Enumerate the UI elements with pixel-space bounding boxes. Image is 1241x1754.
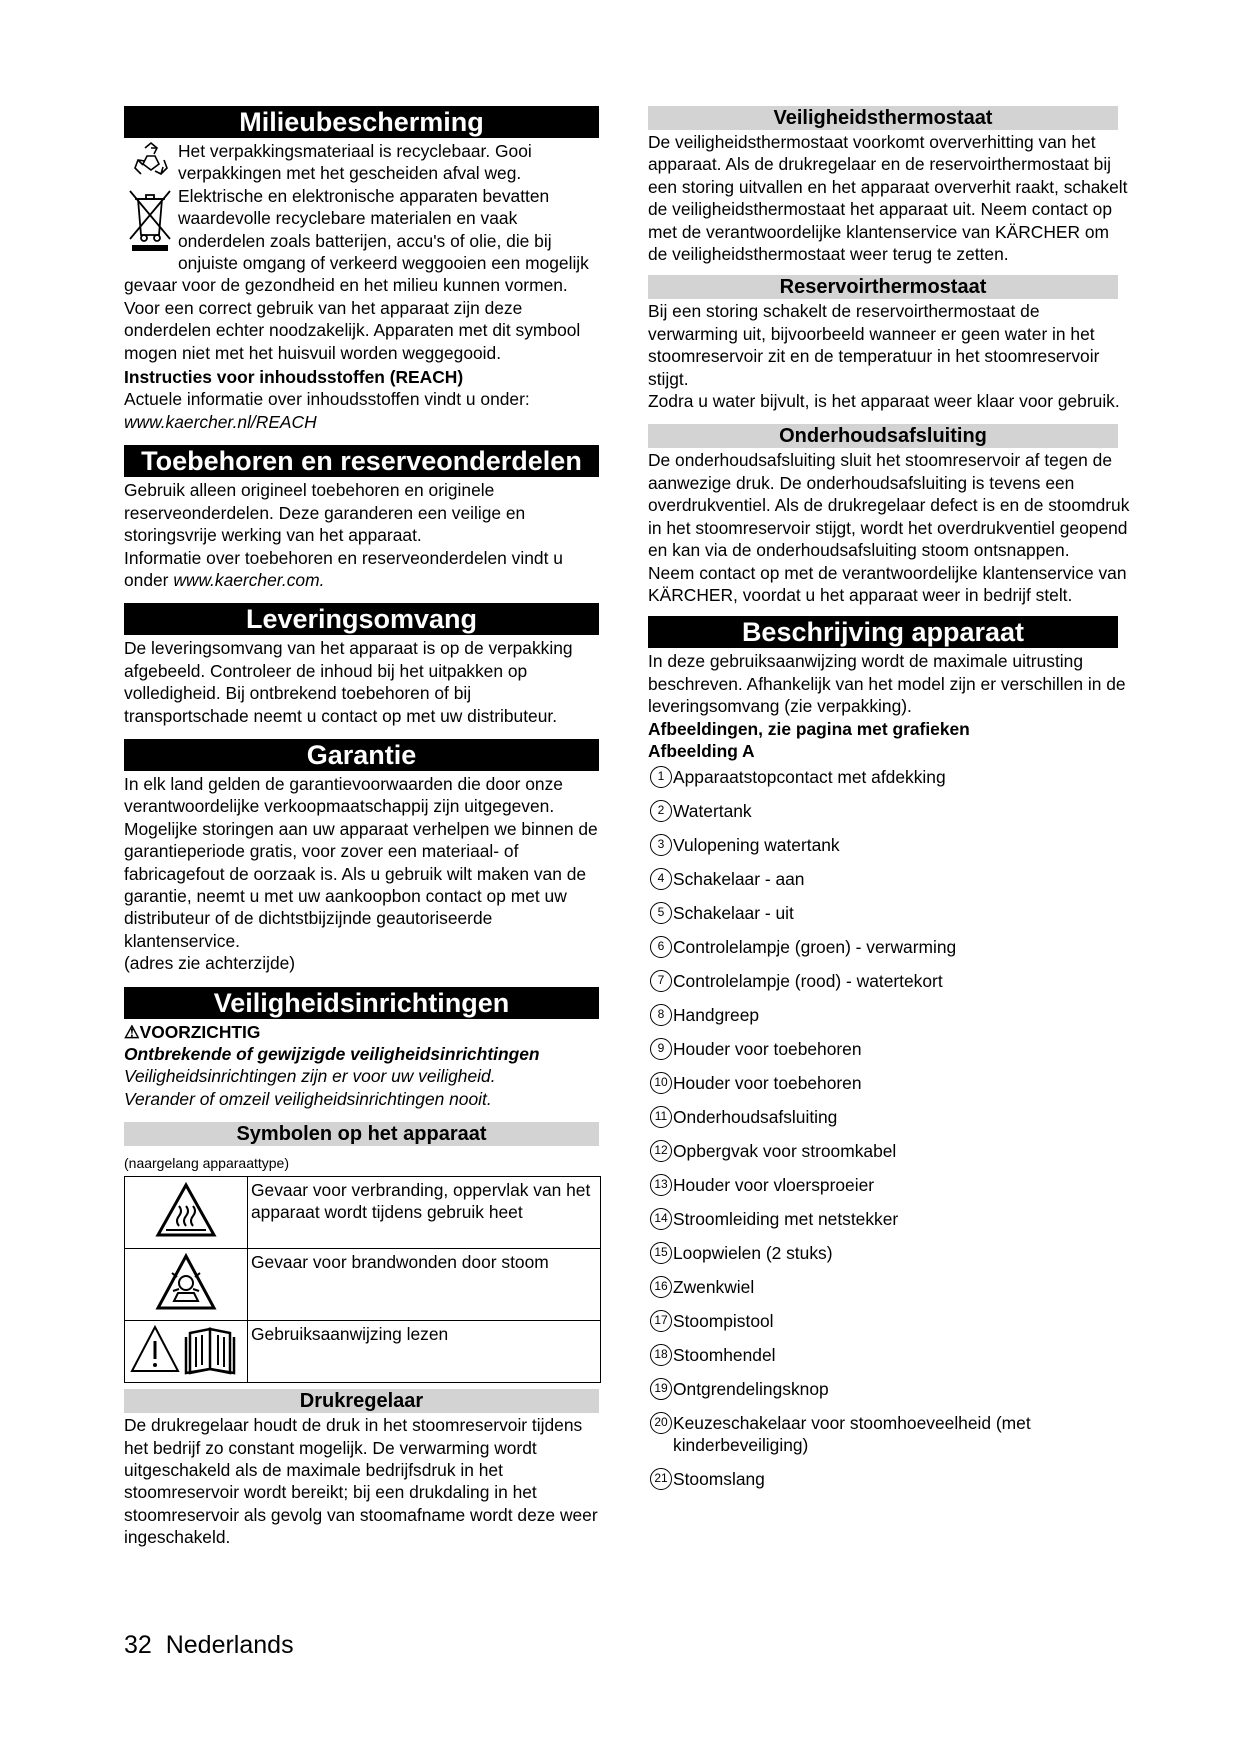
drukregelaar-text: De drukregelaar houdt de druk in het stoomreservoir tijdens het bedrijf zo constant mogelijk. De verwarming wordt uitgeschakeld als de maximale bedrijfsdruk in het stoomreservoir wordt bereikt; bij een drukdaling in het stoomreservoir als gevolg van stoomafname wordt deze weer ingeschakeld. [124,1415,598,1548]
part-label: Watertank [673,801,752,822]
part-label: Ontgrendelingsknop [673,1379,829,1400]
table-row [125,1177,601,1249]
list-item [648,970,1130,992]
part-number-badge: 15 [650,1242,672,1264]
part-number-badge: 7 [650,970,672,992]
list-item [648,800,1130,822]
list-item [648,1038,1130,1060]
toebehoren-info: Informatie over toebehoren en reserveonderdelen vindt u onder www.kaercher.com. [124,547,563,590]
part-number-badge: 5 [650,902,672,924]
part-label: Schakelaar - aan [673,869,805,890]
part-number-badge: 12 [650,1140,672,1162]
part-label: Onderhoudsafsluiting [673,1107,838,1128]
part-label: Zwenkwiel [673,1277,755,1298]
leveringsomvang-text: De leveringsomvang van het apparaat is op de verpakking afgebeeld. Controleer de inhoud bij het uitpakken op volledigheid. Bij ontbrekend toebehoren of bij transportschade neemt u contact op met uw distributeur. [124,638,573,726]
table-row [125,1249,601,1321]
part-number-badge: 2 [650,800,672,822]
list-item [648,1004,1130,1026]
list-item [648,1208,1130,1230]
list-item [648,1072,1130,1094]
part-number-badge: 16 [650,1276,672,1298]
part-label: Handgreep [673,1005,760,1026]
veiligheidsthermostaat-text: De veiligheidsthermostaat voorkomt oververhitting van het apparaat. Als de drukregelaar en de reservoirthermostaat bij een storing uitvallen en het apparaat oververhit raakt, schakelt de veiligheidsthermostaat het apparaat uit. Neem contact op met de verantwoordelijke klantenservice van KÄRCHER om de veiligheidsthermostaat weer terug te zetten. [648,132,1128,265]
parts-list [648,766,1130,1490]
heading-garantie: Garantie [124,739,599,771]
part-number-badge: 3 [650,834,672,856]
reach-url-link[interactable]: www.kaercher.nl/REACH [124,411,317,432]
list-item [648,1276,1130,1298]
right-column [648,106,1130,1502]
list-item [648,1242,1130,1264]
list-item [648,1412,1130,1456]
warning-icon: ⚠ [124,1021,140,1042]
figure-label: Afbeelding A [648,740,755,761]
part-number-badge: 6 [650,936,672,958]
footer-language: Nederlands [165,1631,294,1659]
part-label: Apparaatstopcontact met afdekking [673,767,946,788]
list-item [648,1344,1130,1366]
crossed-bin-icon [126,187,174,258]
list-item [648,1140,1130,1162]
part-number-badge: 11 [650,1106,672,1128]
part-label: Stroomleiding met netstekker [673,1209,899,1230]
part-number-badge: 4 [650,868,672,890]
list-item [648,936,1130,958]
reservoirthermostaat-text: Bij een storing schakelt de reservoirthermostaat de verwarming uit, bijvoorbeeld wanneer er geen water in het stoomreservoir zit en de temperatuur in het stoomreservoir stijgt. [648,301,1100,389]
list-item [648,766,1130,788]
left-column [124,106,599,1549]
part-label: Houder voor vloersproeier [673,1175,875,1196]
part-number-badge: 9 [650,1038,672,1060]
part-label: Controlelampje (rood) - watertekort [673,971,943,992]
symbol-table [124,1176,601,1383]
part-label: Stoomhendel [673,1345,776,1366]
list-item [648,1310,1130,1332]
part-label: Loopwielen (2 stuks) [673,1243,833,1264]
hot-surface-warning-icon [125,1177,248,1249]
part-label: Stoomslang [673,1469,765,1490]
part-number-badge: 17 [650,1310,672,1332]
toebehoren-text: Gebruik alleen origineel toebehoren en originele reserveonderdelen. Deze garanderen een veilige en storingsvrije werking van het apparaat. [124,480,526,546]
heading-veiligheidsinrichtingen: Veiligheidsinrichtingen [124,987,599,1019]
part-number-badge: 21 [650,1468,672,1490]
heading-toebehoren: Toebehoren en reserveonderdelen [124,445,599,477]
heading-milieubescherming: Milieubescherming [124,106,599,138]
reach-heading: Instructies voor inhoudsstoffen (REACH) [124,367,464,388]
onderhoudsafsluiting-text: De onderhoudsafsluiting sluit het stoomreservoir af tegen de aanwezige druk. De onderhoudsafsluiting is tevens een overdrukventiel. Als de drukregelaar defect is en de stoomdruk in het stoomreservoir stijgt, wordt het overdrukventiel geopend en kan via de onderhoudsafsluiting stoom ontsnappen. [648,450,1130,561]
part-label: Schakelaar - uit [673,903,794,924]
list-item [648,1174,1130,1196]
garantie-address: (adres zie achterzijde) [124,953,296,974]
list-item [648,834,1130,856]
part-number-badge: 8 [650,1004,672,1026]
part-label: Houder voor toebehoren [673,1039,862,1060]
steam-burn-warning-icon [125,1249,248,1321]
part-number-badge: 13 [650,1174,672,1196]
list-item [648,1468,1130,1490]
read-manual-icon [125,1321,248,1383]
warning-heading: Ontbrekende of gewijzigde veiligheidsinrichtingen [124,1044,540,1064]
heading-leveringsomvang: Leveringsomvang [124,603,599,635]
heading-reservoirthermostaat: Reservoirthermostaat [648,275,1118,299]
part-number-badge: 14 [650,1208,672,1230]
weee-text: Elektrische en elektronische apparaten bevatten waardevolle recyclebare materialen en vaak onderdelen zoals batterijen, accu's of olie, die bij onjuiste omgang of verkeerd weggooien een mogelijk gevaar voor de gezondheid en het milieu kunnen vormen. Voor een correct gebruik van het apparaat zijn deze onderdelen echter noodzakelijk. Apparaten met dit symbool mogen niet met het huisvuil worden weggegooid. [124,185,589,363]
symbol-text: Gebruiksaanwijzing lezen [248,1321,601,1383]
recycle-icon [124,140,178,180]
symbolen-note: (naargelang apparaattype) [124,1155,290,1172]
weee-paragraph [124,185,599,364]
part-number-badge: 1 [650,766,672,788]
garantie-text: In elk land gelden de garantievoorwaarden die door onze verantwoordelijke verkoopmaatschappij zijn uitgegeven. Mogelijke storingen aan uw apparaat verhelpen we binnen de garantieperiode gratis, voor zover een materiaal- of fabricagefout de oorzaak is. Als u gebruik wilt maken van de garantie, neemt u met uw aankoopbon contact op met uw distributeur of de dichtstbijzijnde geautoriseerde klantenservice. [124,773,598,951]
page-number: 32 [124,1631,152,1659]
heading-onderhoudsafsluiting: Onderhoudsafsluiting [648,424,1118,448]
list-item [648,902,1130,924]
list-item [648,1378,1130,1400]
warning-label: ⚠VOORZICHTIG [124,1021,261,1042]
recycle-text: Het verpakkingsmateriaal is recyclebaar. Gooi verpakkingen met het gescheiden afval weg. [178,141,532,184]
page-footer [124,1630,294,1660]
heading-beschrijving-apparaat: Beschrijving apparaat [648,616,1118,648]
list-item [648,868,1130,890]
part-label: Stoompistool [673,1311,774,1332]
part-number-badge: 18 [650,1344,672,1366]
figures-line: Afbeeldingen, zie pagina met grafieken [648,718,970,739]
beschrijving-text: In deze gebruiksaanwijzing wordt de maximale uitrusting beschreven. Afhankelijk van het model zijn er verschillen in de leveringsomvang (zie verpakking). [648,651,1126,717]
part-label: Opbergvak voor stroomkabel [673,1141,897,1162]
reservoirthermostaat-text-2: Zodra u water bijvult, is het apparaat weer klaar voor gebruik. [648,391,1120,412]
part-label: Keuzeschakelaar voor stoomhoeveelheid (met kinderbeveiliging) [673,1413,1031,1456]
heading-veiligheidsthermostaat: Veiligheidsthermostaat [648,106,1118,130]
symbol-text: Gevaar voor verbranding, oppervlak van het apparaat wordt tijdens gebruik heet [248,1177,601,1249]
part-label: Controlelampje (groen) - verwarming [673,937,957,958]
list-item [648,1106,1130,1128]
table-row [125,1321,601,1383]
recycle-paragraph [124,140,599,185]
part-number-badge: 20 [650,1412,672,1434]
kaercher-url-link[interactable]: www.kaercher.com. [173,569,325,590]
onderhoudsafsluiting-text-2: Neem contact op met de verantwoordelijke klantenservice van KÄRCHER, voordat u het apparaat weer in bedrijf stelt. [648,562,1127,605]
part-number-badge: 19 [650,1378,672,1400]
part-number-badge: 10 [650,1072,672,1094]
symbol-text: Gevaar voor brandwonden door stoom [248,1249,601,1321]
warning-line-1: Veiligheidsinrichtingen zijn er voor uw veiligheid. [124,1066,496,1087]
heading-drukregelaar: Drukregelaar [124,1389,599,1413]
heading-symbolen: Symbolen op het apparaat [124,1122,599,1146]
part-label: Vulopening watertank [673,835,840,856]
reach-text: Actuele informatie over inhoudsstoffen vindt u onder: [124,389,530,410]
part-label: Houder voor toebehoren [673,1073,862,1094]
warning-line-2: Verander of omzeil veiligheidsinrichtingen nooit. [124,1088,492,1109]
